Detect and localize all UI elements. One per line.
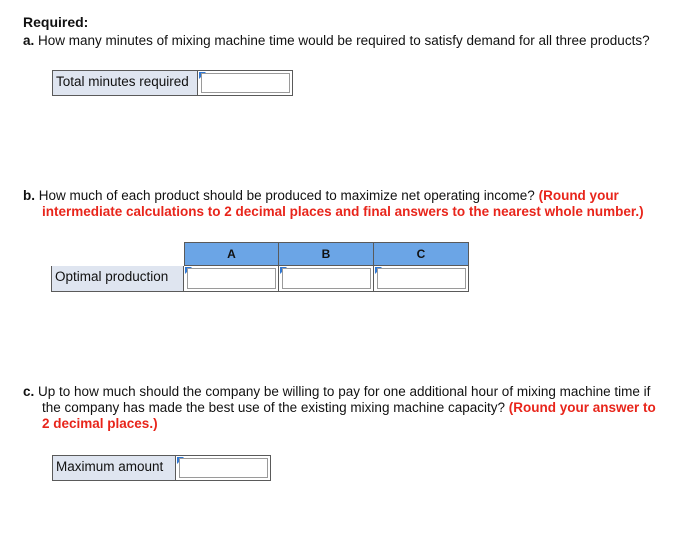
question-c-text-2: the company has made the best use of the existing mixing machine capacity? (42, 400, 506, 415)
total-minutes-input-box (201, 73, 290, 93)
optimal-production-a-box (187, 268, 276, 289)
optimal-production-c-input[interactable] (378, 269, 465, 288)
question-c-line2 (23, 400, 656, 416)
question-a-text: How many minutes of mixing machine time would be required to satisfy demand for all three products? (38, 33, 650, 48)
required-heading: Required: (23, 14, 89, 30)
optimal-production-a-input[interactable] (188, 269, 275, 288)
total-minutes-label: Total minutes required (52, 70, 198, 96)
total-minutes-input[interactable] (202, 74, 289, 92)
question-c (23, 384, 656, 432)
optimal-production-label: Optimal production (51, 266, 184, 292)
column-header-c: C (374, 242, 469, 266)
question-c-instruction-2: 2 decimal places.) (42, 416, 158, 431)
question-b-instruction-1: (Round your (538, 188, 619, 203)
question-b-instruction-2: intermediate calculations to 2 decimal places and final answers to the nearest whole number.) (42, 204, 644, 219)
question-b-letter: b. (23, 188, 35, 203)
question-a-letter: a. (23, 33, 35, 48)
maximum-amount-cell[interactable] (176, 455, 271, 481)
question-c-line1 (23, 384, 656, 400)
total-minutes-cell[interactable] (198, 70, 293, 96)
answer-row-c (52, 455, 271, 481)
question-c-text-1: Up to how much should the company be willing to pay for one additional hour of mixing machine time if (38, 384, 651, 399)
optimal-production-row (51, 266, 469, 292)
question-c-instruction-1: (Round your answer to (508, 400, 656, 415)
optimal-production-a-cell[interactable] (184, 266, 279, 292)
optimal-production-c-box (377, 268, 466, 289)
question-c-letter: c. (23, 384, 35, 399)
question-a (23, 33, 650, 49)
optimal-production-b-input[interactable] (283, 269, 370, 288)
optimal-production-table (51, 242, 469, 292)
question-b (23, 188, 644, 220)
column-header-b: B (279, 242, 374, 266)
answer-row-a (52, 70, 293, 96)
optimal-production-b-box (282, 268, 371, 289)
table-header-row (184, 242, 469, 266)
maximum-amount-input[interactable] (180, 459, 267, 477)
optimal-production-b-cell[interactable] (279, 266, 374, 292)
column-header-a: A (184, 242, 279, 266)
maximum-amount-label: Maximum amount (52, 455, 176, 481)
maximum-amount-input-box (179, 458, 268, 478)
question-b-text: How much of each product should be produced to maximize net operating income? (38, 188, 535, 203)
question-b-line1 (23, 188, 644, 204)
optimal-production-c-cell[interactable] (374, 266, 469, 292)
